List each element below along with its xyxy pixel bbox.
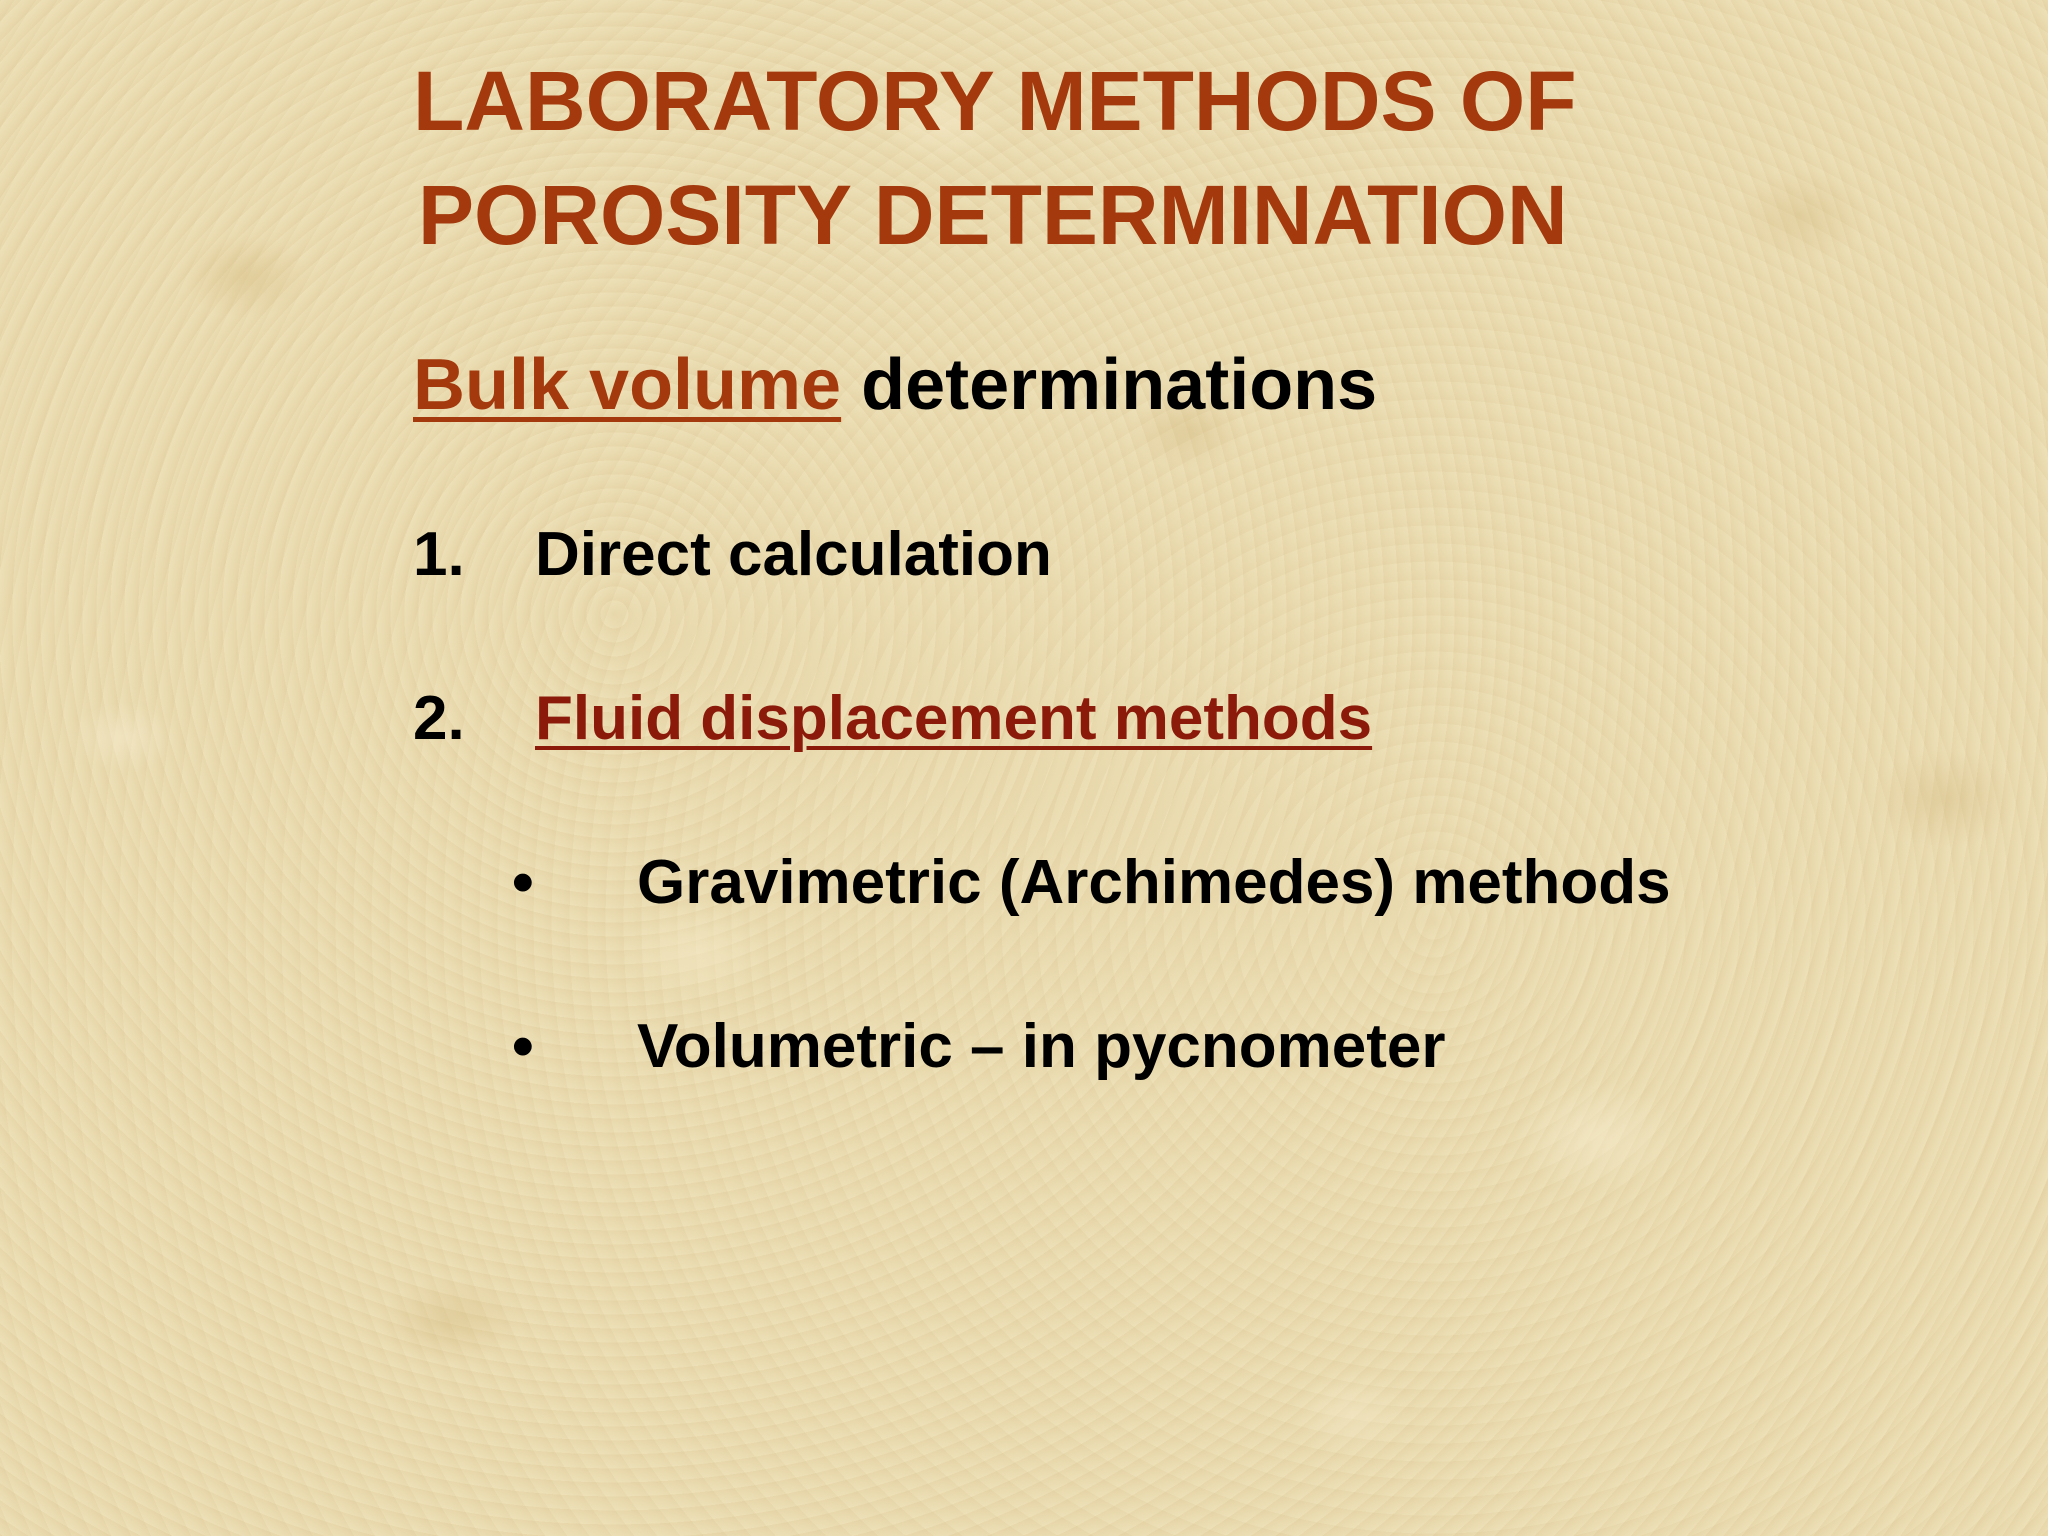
bulk-volume-link[interactable]: Bulk volume [413,345,842,425]
section-subheading [413,340,1377,430]
subheading-rest: determinations [841,345,1378,425]
bullet-dot: • [512,848,534,917]
bullet-text: Volumetric – in pycnometer [637,1012,1446,1081]
bullet-item-volumetric [512,1007,1446,1087]
slide-title-line-1: LABORATORY METHODS OF [413,54,1577,148]
numbered-item-fluid-displacement [413,679,1372,759]
fluid-displacement-link[interactable]: Fluid displacement methods [535,684,1373,753]
item-label: Direct calculation [535,520,1052,589]
item-number: 1. [413,520,465,589]
bullet-dot: • [512,1012,534,1081]
bullet-item-gravimetric [512,843,1671,923]
slide-title-line-2: POROSITY DETERMINATION [418,168,1568,262]
slide-title [413,44,1813,272]
item-number: 2. [413,684,465,753]
numbered-item-direct-calculation [413,515,1052,595]
bullet-text: Gravimetric (Archimedes) methods [637,848,1671,917]
